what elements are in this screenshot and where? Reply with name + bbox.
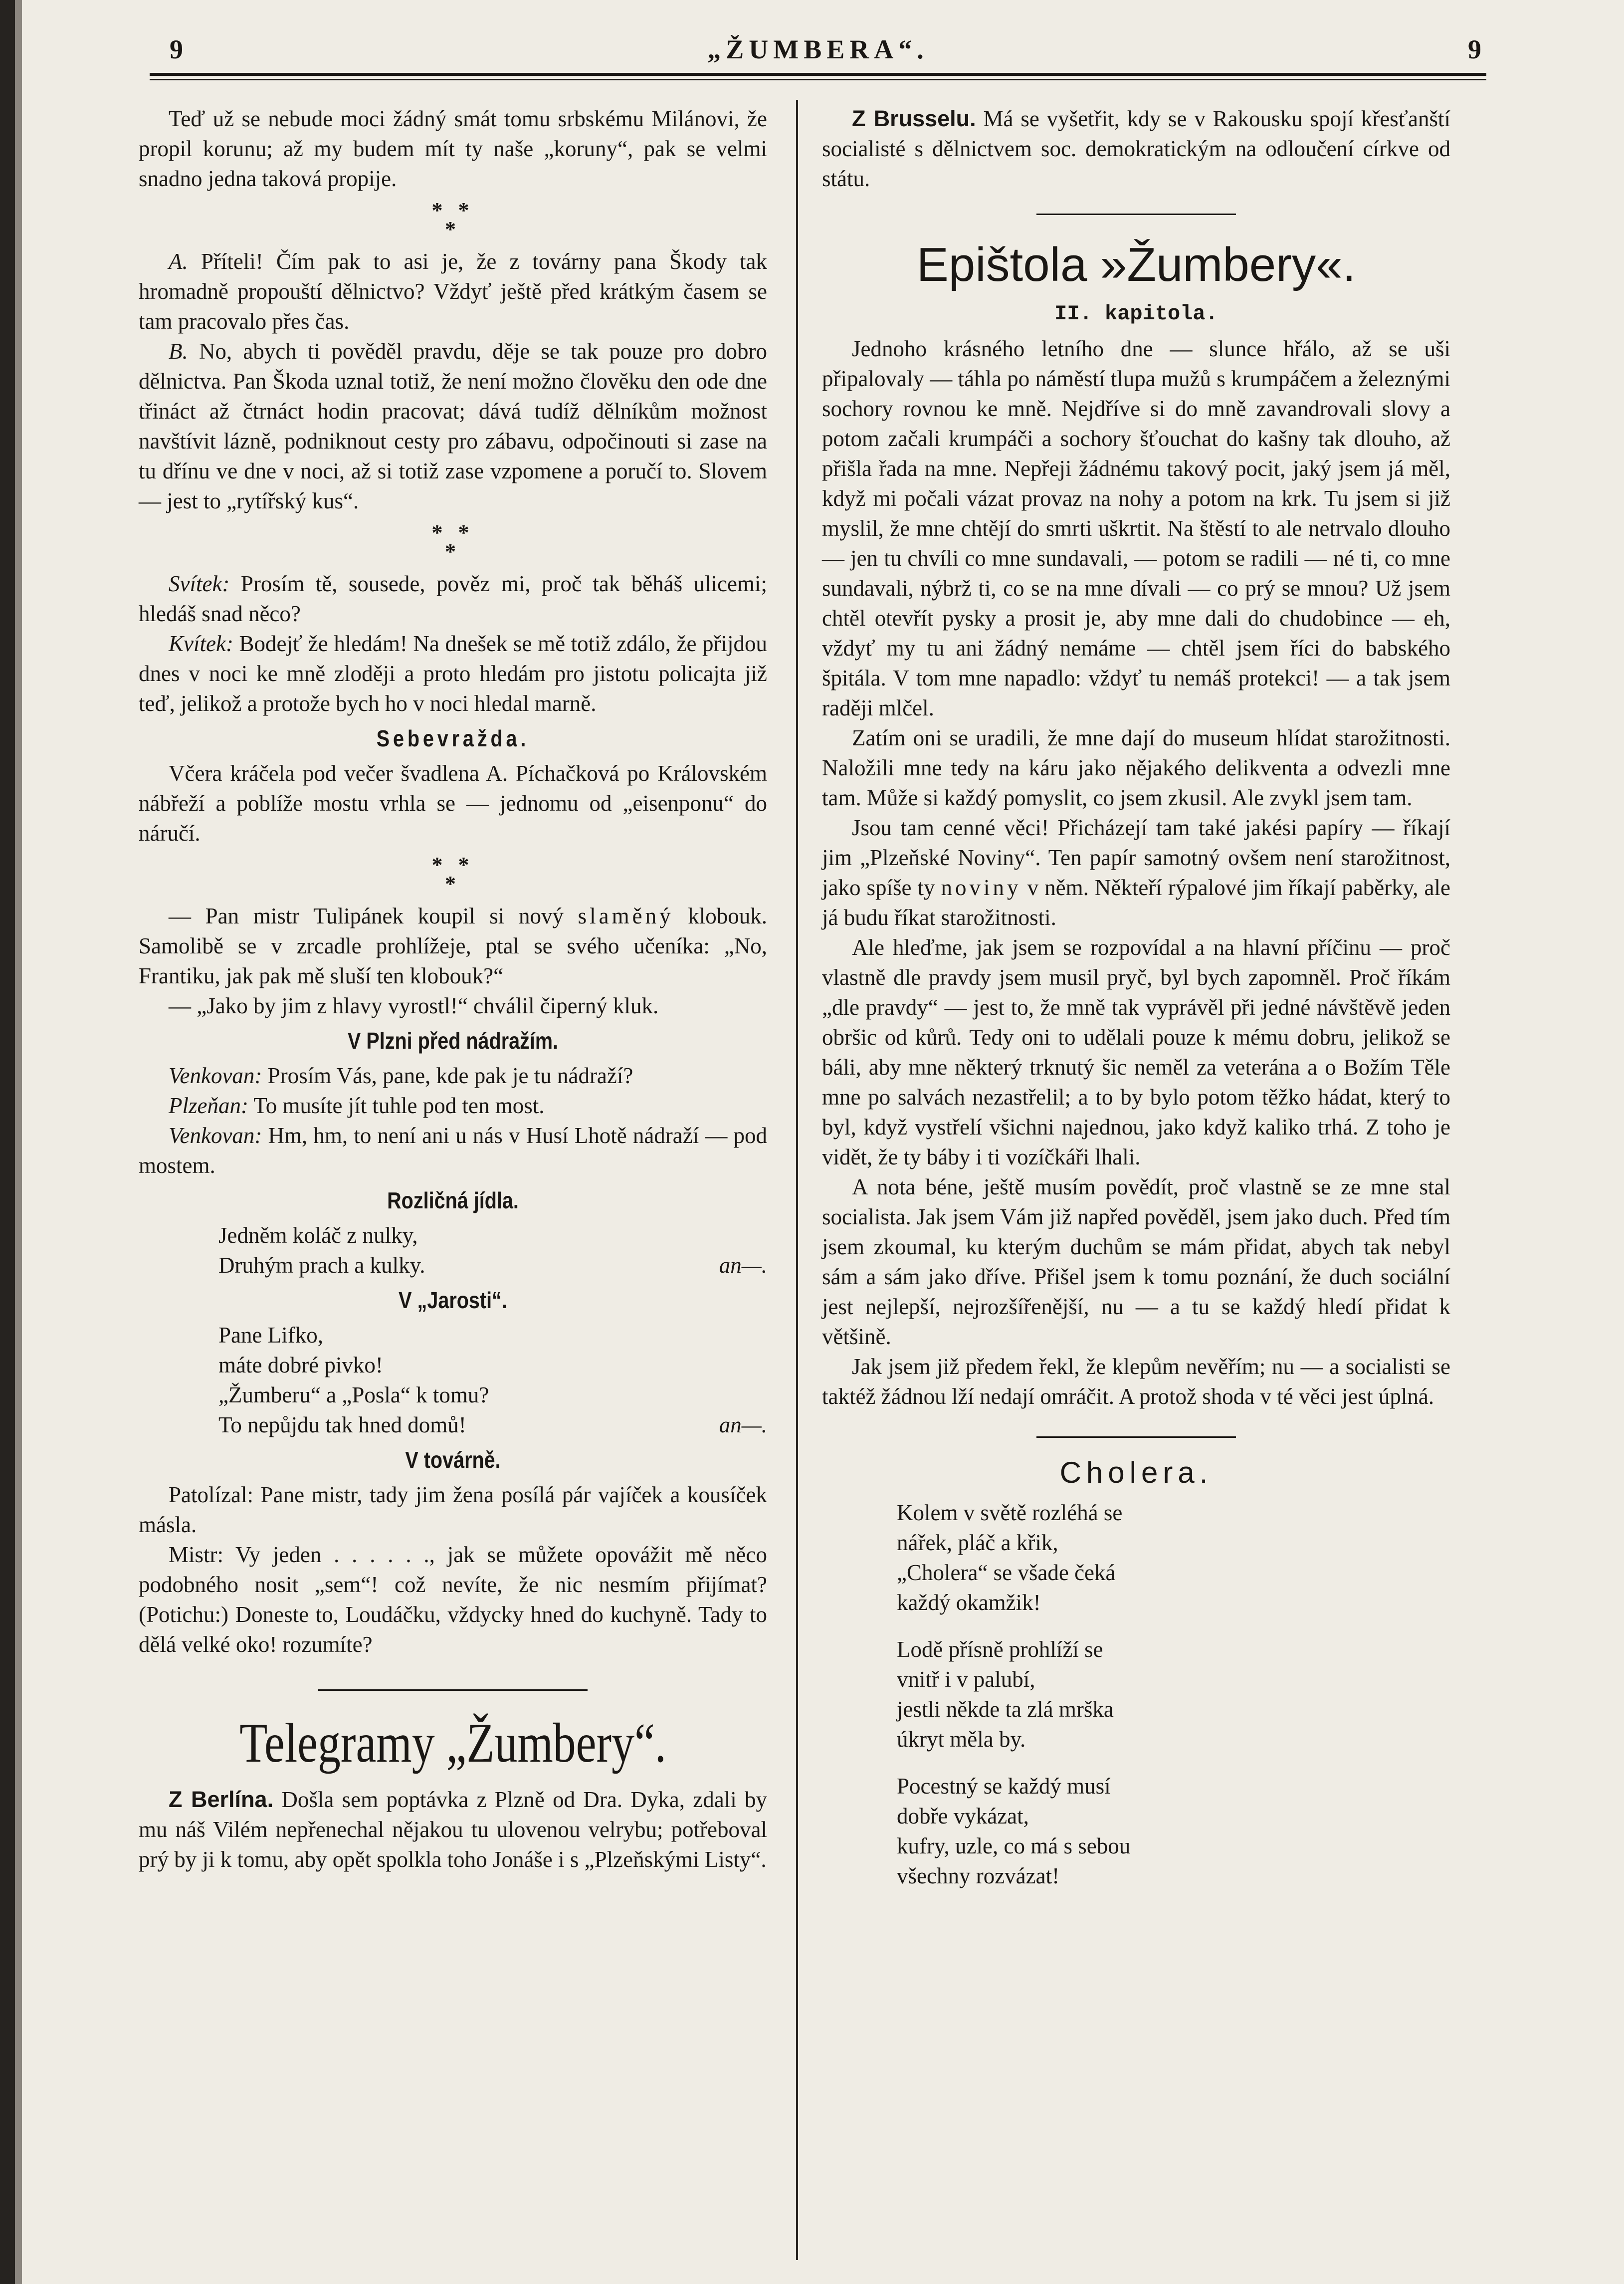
- section-rule: [1036, 1436, 1236, 1438]
- intro-paragraph: Teď už se nebude moci žádný smát tomu srbskému Milánovi, že propil korunu; až my budem mít ty naše „koruny“, pak se velmi snadno jedna taková propije.: [139, 106, 767, 191]
- verse-line: Pane Lifko,: [218, 1323, 323, 1348]
- verse-line: „Cholera“ se všade čeká: [897, 1560, 1116, 1585]
- heading-epistola: Epištola »Žumbery«.: [916, 238, 1356, 291]
- dialogue-a: A. Příteli! Čím pak to asi je, že z továrny pana Škody tak hromadně propouští dělnictvo? Vždyť ještě před krátkým časem se tam pracovalo přes čas.: [139, 249, 767, 334]
- page-header: [150, 34, 1486, 69]
- heading-tovarne: V továrně.: [405, 1447, 501, 1473]
- dialogue-venkovan-2: Venkovan: Hm, hm, to není ani u nás v Husí Lhotě nádraží — pod mostem.: [139, 1123, 768, 1178]
- dialogue-venkovan-1: Venkovan: Prosím Vás, pane, kde pak je tu nádraží?: [169, 1063, 633, 1088]
- dialogue-kvitek: Kvítek: Bodejť že hledám! Na dnešek se mě totiž zdálo, že přijdou dnes v noci ke mně zloději a proto hledám pro jistotu policajta již teď, jelikož a protože bych ho v noci hledal marně.: [139, 631, 768, 716]
- verse-line: úkryt měla by.: [897, 1727, 1026, 1752]
- verse-stanza-2: [822, 1634, 1450, 1754]
- epistola-paragraph: Jak jsem již předem řekl, že klepům nevěřím; nu — a socialisti se taktéž žádnou lží nedají omráčit. A protož shoda v té věci jest úplná.: [822, 1354, 1450, 1409]
- dialogue-patolizal: Patolízal: Pane mistr, tady jim žena posílá pár vajíček a kousíček másla.: [139, 1482, 767, 1537]
- section-stars: * * *: [431, 198, 474, 241]
- verse-line: Pocestný se každý musí: [897, 1774, 1111, 1799]
- heading-telegramy: Telegramy „Žumbery“.: [239, 1712, 666, 1774]
- epistola-paragraph: Jsou tam cenné věci! Přicházejí tam také jakési papíry — říkají jim „Plzeňské Noviny“. Ten papír samotný ovšem není starožitnost, jako spíše ty noviny v něm. Někteří rýpalové jim říkají paběrky, ale já budu říkat starožitnosti.: [822, 815, 1450, 930]
- dialogue-plzenan: Plzeňan: To musíte jít tuhle pod ten most.: [169, 1093, 545, 1118]
- verse-jidla: [139, 1220, 767, 1280]
- verse-line: nářek, pláč a křik,: [897, 1530, 1058, 1555]
- tulipanek-paragraph: — Pan mistr Tulipánek koupil si nový slaměný klobouk. Samolibě se v zrcadle prohlížeje, ptal se svého učeníka: „No, Frantiku, jak pak mě sluší ten klobouk?“: [139, 904, 767, 988]
- sebevrazda-paragraph: Včera kráčela pod večer švadlena A. Píchačková po Královském nábřeží a poblíže mostu vrhla se — jednomu od „eisenponu“ do náručí.: [139, 761, 767, 846]
- kluk-paragraph: — „Jako by jim z hlavy vyrostl!“ chválil čiperný kluk.: [169, 993, 659, 1018]
- verse-line: Jedněm koláč z nulky,: [218, 1223, 418, 1248]
- section-rule: [318, 1689, 588, 1691]
- heading-plzni: V Plzni před nádražím.: [347, 1028, 559, 1054]
- heading-jidla: Rozličná jídla.: [387, 1187, 519, 1213]
- scan-binding-shadow: [15, 0, 22, 2284]
- epistola-paragraph: Ale hleďme, jak jsem se rozpovídal a na hlavní příčinu — proč vlastně dle pravdy jsem musil pryč, byl bych zapomněl. Proč říkám „dle pravdy“ — jest to, že mně tak vyprávěl při jedné návštěvě jeden obršic od kůrů. Tedy oni to udělali pouze k mému dobru, jelikož se báli, aby mne některý trknutý šic neměl za veterána a o Božím Těle mne po salvách nezastřelil; a to by bylo potom těžko hádat, který to byl, když vystřelí všichni najednou, jako když kaliko trhá. Z toho je vidět, že ty báby i ti vozíčkáři lhali.: [822, 935, 1450, 1169]
- epistola-paragraph: A nota béne, ještě musím povědít, proč vlastně se ze mne stal socialista. Jak jsem Vám již napřed pověděl, jsem jako duch. Před tím jsem zkoumal, ku kterým duchům se mám přidat, abych tak nebyl sám a sám jako dříve. Přišel jsem k tomu poznání, že duch sociální jest nejlepší, nejrozšířenější, nu — a tu se každý hledí přidat k většině.: [822, 1174, 1450, 1349]
- epistola-paragraph: Jednoho krásného letního dne — slunce hřálo, až se uši připalovaly — táhla po náměstí tlupa mužů s krumpáčem a železnými sochory rovnou ke mně. Nejdříve si do mně zavandrovali slovy a potom začali krumpáči a sochory šťouchat do kašny tak dlouho, až přišla řada na mne. Nepřeji žádnému takový pocit, jaký jsem já měl, když mi počali vázat provaz na nohy a potom na krk. Tu jsem si již myslil, že mne chtějí do smrti uškrtit. Na štěstí to ale netrvalo dlouho — jen tu chvíli co mne sundavali, — potom se radili — né ti, co mne sundavali, nýbrž ti, co se na mne dívali — co prý se mnou? Už jsem chtěl otevřít pysky a prosit je, aby mne dali do chudobince — eh, vždyť my tu ani žádný nemáme — chtěl jsem říci do babského špitála. V tom mne napadlo: vždyť tu nemáš protekci! — a tak jsem raději mlčel.: [822, 336, 1450, 720]
- verse-stanza-1: [822, 1498, 1450, 1617]
- verse-stanza-3: [822, 1771, 1450, 1891]
- verse-line: máte dobré pivko!: [218, 1353, 383, 1377]
- page-number-right: 9: [1468, 34, 1481, 64]
- verse-line: Kolem v světě rozléhá se: [897, 1500, 1123, 1525]
- heading-jarosti: V „Jarosti“.: [399, 1287, 507, 1313]
- scan-binding-edge: [0, 0, 15, 2284]
- verse-line: vnitř i v palubí,: [897, 1667, 1035, 1692]
- right-column: [822, 104, 1450, 1908]
- dialogue-mistr: Mistr: Vy jeden . . . . . ., jak se můžete opovážit mě něco podobného nosit „sem“! což nevíte, že nic nesmím přijímat? (Potichu:) Doneste to, Loudáčku, vždycky hned do kuchyně. Tady to dělá velké oko! rozumíte?: [139, 1542, 768, 1657]
- masthead: „ŽUMBERA“.: [707, 34, 929, 64]
- header-rule-thick: [150, 73, 1486, 76]
- verse-line: všechny rozvázat!: [897, 1863, 1060, 1888]
- telegram-berlin: Z Berlína. Došla sem poptávka z Plzně od Dra. Dyka, zdali by mu náš Vilém nepřenechal nějakou tu ulovenou velrybu; potřeboval prý by ji k tomu, aby opět spolkla toho Jonáše i s „Plzeňskými Listy“.: [139, 1787, 768, 1872]
- heading-cholera: Cholera.: [1059, 1456, 1213, 1489]
- verse-line: „Žumberu“ a „Posla“ k tomu?: [218, 1382, 489, 1407]
- author-signature: an—.: [719, 1253, 767, 1278]
- column-divider: [796, 100, 798, 2260]
- section-rule: [1036, 214, 1236, 215]
- dialogue-b: B. No, abych ti pověděl pravdu, děje se tak pouze pro dobro dělnictva. Pan Škoda uznal totiž, že není možno člověku den ode dne třináct až čtrnáct hodin pracovat; dává tudíž dělníkům možnost navštívit lázně, podniknout cesty pro zábavu, odpočinouti si zase na tu dřínu ve dne v noci, až si totiž zase vzpomene a poručí to. Slovem — jest to „rytířský kus“.: [139, 339, 767, 513]
- verse-line: Druhým prach a kulky.: [218, 1253, 425, 1278]
- page-number-left: 9: [170, 34, 183, 64]
- verse-line: kufry, uzle, co má s sebou: [897, 1833, 1131, 1858]
- chapter-label: II. kapitola.: [1054, 302, 1218, 326]
- verse-line: jestli někde ta zlá mrška: [897, 1697, 1114, 1722]
- left-column: [139, 104, 767, 1874]
- verse-line: To nepůjdu tak hned domů!: [218, 1412, 466, 1437]
- epistola-paragraph: Zatím oni se uradili, že mne dají do museum hlídat starožitnosti. Naložili mne tedy na káru jako nějakého delikventa a odvezli mne tam. Může si každý pomyslit, co jsem zkusil. Ale zvykl jsem tam.: [822, 725, 1450, 810]
- verse-line: dobře vykázat,: [897, 1804, 1029, 1828]
- verse-jarosti: [139, 1320, 767, 1440]
- section-stars: * * *: [431, 853, 474, 896]
- dialogue-svitek: Svítek: Prosím tě, sousede, pověz mi, proč tak běháš ulicemi; hledáš snad něco?: [139, 571, 768, 626]
- heading-sebevrazda: Sebevražda.: [376, 725, 530, 751]
- author-signature: an—.: [719, 1412, 767, 1437]
- verse-line: každý okamžik!: [897, 1590, 1041, 1615]
- telegram-brussel: Z Brusselu. Má se vyšetřit, kdy se v Rakousku spojí křesťanští socialisté s dělnictvem soc. demokratickým na odloučení církve od státu.: [822, 106, 1451, 191]
- section-stars: * * *: [431, 520, 474, 564]
- verse-line: Lodě přísně prohlíží se: [897, 1637, 1103, 1662]
- header-rule-thin: [150, 79, 1486, 80]
